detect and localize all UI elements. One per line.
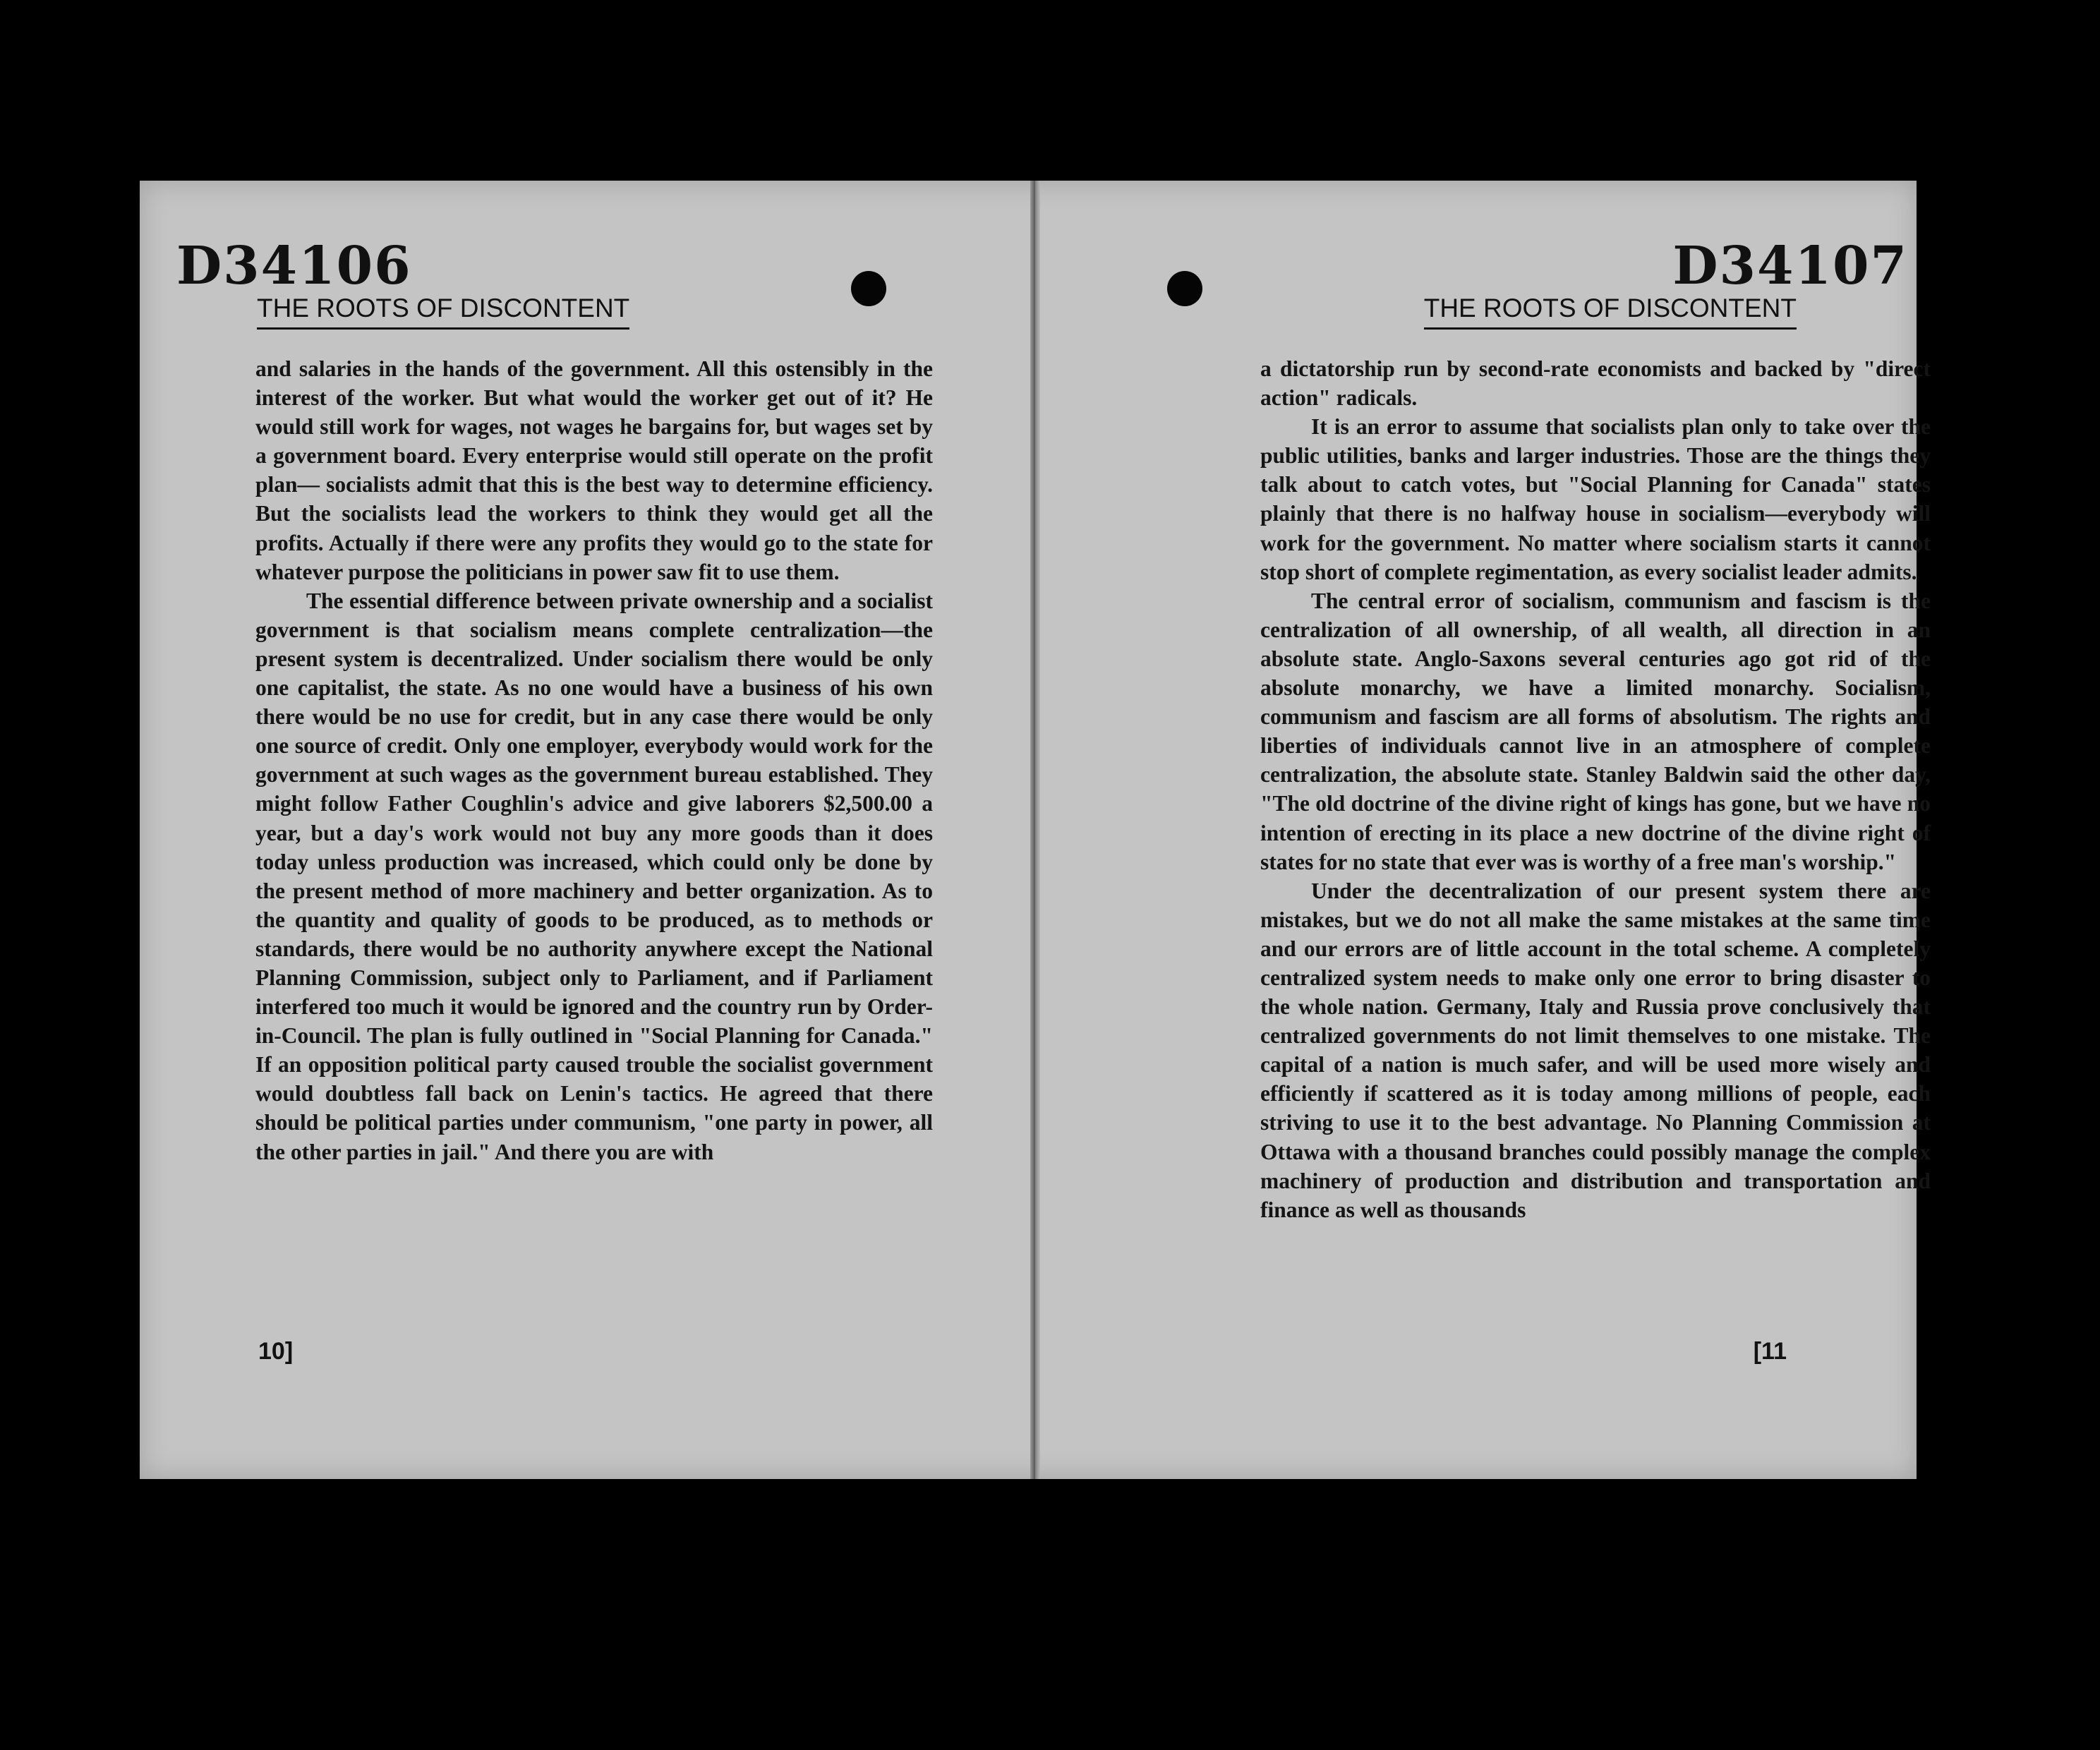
document-number-stamp: D34106 xyxy=(176,236,412,296)
paragraph: The central error of socialism, communism and fascism is the centralization of all ownership, of all wealth, all direction in an absolute state. Anglo-Saxons several centuries ago got rid of the absolute monarchy, we have a limited monarchy. Socialism, communism and fascism are all forms of absolutism. The rights and liberties of individuals cannot live in an atmosphere of complete centralization, the absolute state. Stanley Baldwin said the other day, "The old doctrine of the divine right of kings has gone, but we have no intention of erecting in its place a new doctrine of the divine right of states for no state that ever was is worthy of a free man's worship." xyxy=(1260,588,1931,874)
paragraph: It is an error to assume that socialists plan only to take over the public utilities, banks and larger industries. Those are the things they talk about to catch votes, but "Social Planning for Canada" states plainly that there is no halfway house in socialism—everybody will work for the government. No matter where socialism starts it cannot stop short of complete regimentation, as every socialist leader admits. xyxy=(1260,414,1931,584)
document-number-stamp: D34107 xyxy=(1672,236,1908,296)
body-text xyxy=(1260,354,1931,1224)
left-page xyxy=(140,181,1030,1479)
punch-hole xyxy=(851,271,886,306)
right-page xyxy=(1040,181,1931,1479)
page-number: 10] xyxy=(258,1338,294,1365)
running-head: THE ROOTS OF DISCONTENT xyxy=(257,294,629,330)
paragraph: Under the decentralization of our present system there are mistakes, but we do not all make the same mistakes at the same time and our errors are of little account in the total scheme. A completely centralized system needs to make only one error to bring disaster to the whole nation. Germany, Italy and Russia prove conclusively that centralized governments do not limit themselves to one mistake. The capital of a nation is much safer, and will be used more wisely and efficiently if scattered as it is today among millions of people, each striving to use it to the best advantage. No Planning Commission at Ottawa with a thousand branches could possibly manage the complex machinery of production and distribution and transportation and finance as well as thousands xyxy=(1260,878,1931,1222)
paragraph: a dictatorship run by second-rate economists and backed by "direct action" radicals. xyxy=(1260,356,1931,411)
punch-hole xyxy=(1167,271,1202,306)
page-number: [11 xyxy=(1753,1338,1787,1365)
book-spread xyxy=(140,181,1931,1479)
running-head: THE ROOTS OF DISCONTENT xyxy=(1424,294,1797,330)
paragraph: The essential difference between private ownership and a socialist government is that socialism means complete centralization—the present system is decentralized. Under socialism there would be only one capitalist, the state. As no one would have a business of his own there would be no use for credit, but in any case there would be only one source of credit. Only one employer, everybody would work for the government at such wages as the government bureau established. They might follow Father Coughlin's advice and give laborers $2,500.00 a year, but a day's work would not buy any more goods than it does today unless production was increased, which could only be done by the present method of more machinery and better organization. As to the quantity and quality of goods to be produced, as to methods or standards, there would be no authority anywhere except the National Planning Commission, subject only to Parliament, and if Parliament interfered too much it would be ignored and the country run by Order-in-Council. The plan is fully outlined in "Social Planning for Canada." If an opposition political party caused trouble the socialist government would doubtless fall back on Lenin's tactics. He agreed that there should be political parties under communism, "one party in power, all the other parties in jail." And there you are with xyxy=(255,588,933,1164)
body-text xyxy=(255,354,933,1166)
paragraph: and salaries in the hands of the government. All this ostensibly in the interest of the worker. But what would the worker get out of it? He would still work for wages, not wages he bargains for, but wages set by a government board. Every enterprise would still operate on the profit plan— socialists admit that this is the best way to determine efficiency. But the socialists lead the workers to think they would get all the profits. Actually if there were any profits they would go to the state for whatever purpose the politicians in power saw fit to use them. xyxy=(255,356,933,584)
book-gutter xyxy=(1030,181,1040,1479)
